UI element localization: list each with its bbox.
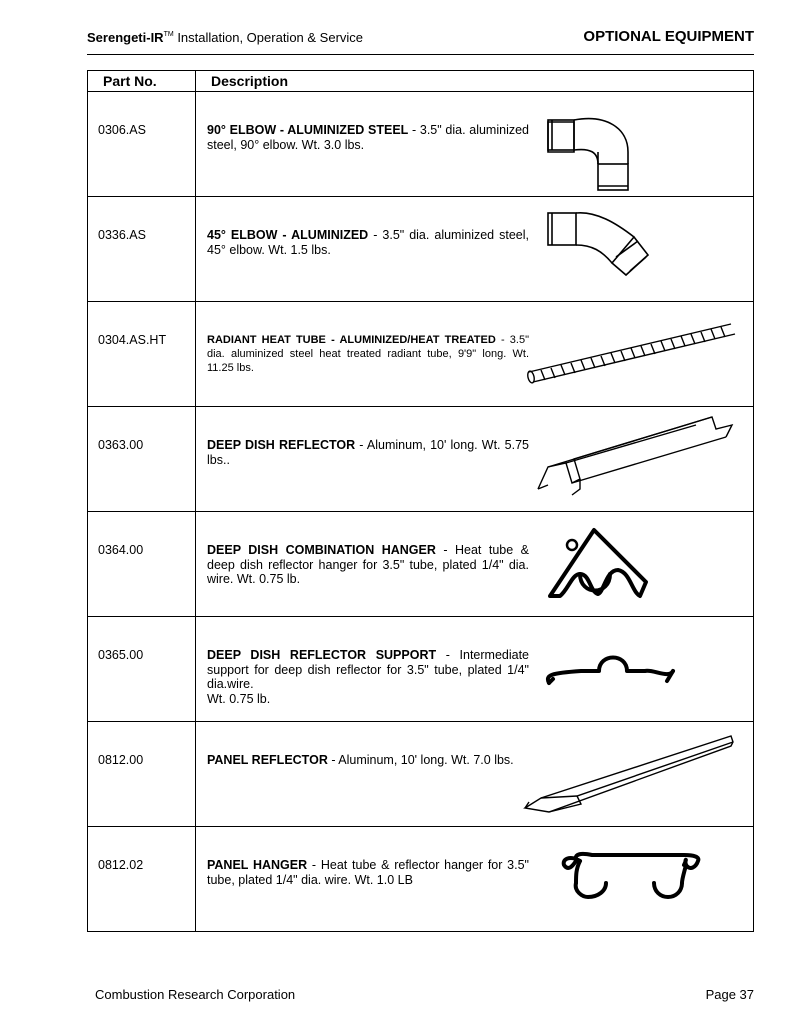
description-cell	[196, 197, 754, 302]
item-details: - Heat tube & deep dish reflector hanger for 3.5" tube, plated 1/4" dia. wire. Wt. 0.75 lb.	[207, 543, 530, 586]
part-number: 0364.00	[88, 512, 196, 617]
panel-hanger-icon	[536, 827, 706, 931]
table-row	[88, 617, 754, 722]
item-description	[207, 123, 529, 152]
page-number: Page 37	[705, 987, 754, 1002]
table-row	[88, 407, 754, 512]
item-name: DEEP DISH COMBINATION HANGER	[207, 543, 436, 557]
table-row	[88, 512, 754, 617]
table-row	[88, 827, 754, 932]
item-name: DEEP DISH REFLECTOR SUPPORT	[207, 648, 437, 662]
brand-name: Serengeti-IR	[87, 30, 164, 45]
description-cell	[196, 827, 754, 932]
page-header	[87, 28, 754, 50]
item-name: PANEL REFLECTOR	[207, 753, 328, 767]
description-cell	[196, 617, 754, 722]
part-number: 0336.AS	[88, 197, 196, 302]
item-description	[207, 858, 529, 887]
reflector-support-icon	[541, 617, 701, 721]
item-weight: Wt. 0.75 lb.	[207, 691, 271, 706]
description-cell	[196, 92, 754, 197]
table-row	[88, 302, 754, 407]
item-description	[207, 543, 529, 587]
item-name: DEEP DISH REFLECTOR	[207, 438, 356, 452]
description-cell	[196, 722, 754, 827]
item-details: - 3.5" dia. aluminized steel, 90° elbow. Wt. 3.0 lbs.	[207, 123, 529, 152]
item-name: RADIANT HEAT TUBE - ALUMINIZED/HEAT TREATED	[207, 334, 496, 346]
manual-subtitle: Installation, Operation & Service	[177, 30, 364, 45]
part-number: 0365.00	[88, 617, 196, 722]
item-details: - Aluminum, 10' long. Wt. 5.75 lbs..	[207, 438, 529, 467]
part-number: 0812.02	[88, 827, 196, 932]
table-header-row	[88, 71, 754, 92]
item-description	[207, 648, 529, 706]
part-number: 0306.AS	[88, 92, 196, 197]
table-row	[88, 197, 754, 302]
elbow-45-icon	[536, 197, 696, 301]
item-name: 45° ELBOW - ALUMINIZED	[207, 228, 369, 242]
brand-line	[87, 30, 363, 45]
elbow-90-icon	[536, 92, 696, 196]
item-name: 90° ELBOW - ALUMINIZED STEEL	[207, 123, 409, 137]
item-details: - 3.5" dia. aluminized steel, 45° elbow. Wt. 1.5 lbs.	[207, 228, 529, 257]
panel-reflector-icon	[521, 722, 751, 826]
item-name: PANEL HANGER	[207, 858, 308, 872]
deep-dish-reflector-icon	[526, 407, 746, 511]
part-number: 0363.00	[88, 407, 196, 512]
item-description	[207, 333, 529, 375]
part-number: 0304.AS.HT	[88, 302, 196, 407]
part-number: 0812.00	[88, 722, 196, 827]
header-divider	[87, 54, 754, 55]
description-cell	[196, 407, 754, 512]
item-details: - Intermediate support for deep dish reflector for 3.5" tube, plated 1/4" dia.wire.	[207, 648, 530, 691]
item-details: - 3.5" dia. aluminized steel heat treated radiant tube, 9'9" long. Wt. 11.25 lbs.	[207, 334, 529, 374]
parts-table	[87, 70, 754, 932]
item-description	[207, 438, 529, 467]
description-cell	[196, 302, 754, 407]
combination-hanger-icon	[536, 512, 706, 616]
trademark: TM	[163, 31, 174, 38]
item-description	[207, 753, 529, 768]
table-row	[88, 92, 754, 197]
part-no-header: Part No.	[88, 71, 196, 92]
item-details: - Aluminum, 10' long. Wt. 7.0 lbs.	[327, 753, 514, 767]
item-description	[207, 228, 529, 257]
radiant-heat-tube-icon	[521, 302, 751, 406]
item-details: - Heat tube & reflector hanger for 3.5" tube, plated 1/4" dia. wire. Wt. 1.0 LB	[207, 858, 529, 887]
section-title: OPTIONAL EQUIPMENT	[583, 28, 754, 45]
description-header: Description	[196, 71, 754, 92]
description-cell	[196, 512, 754, 617]
table-row	[88, 722, 754, 827]
footer-company: Combustion Research Corporation	[95, 987, 296, 1002]
